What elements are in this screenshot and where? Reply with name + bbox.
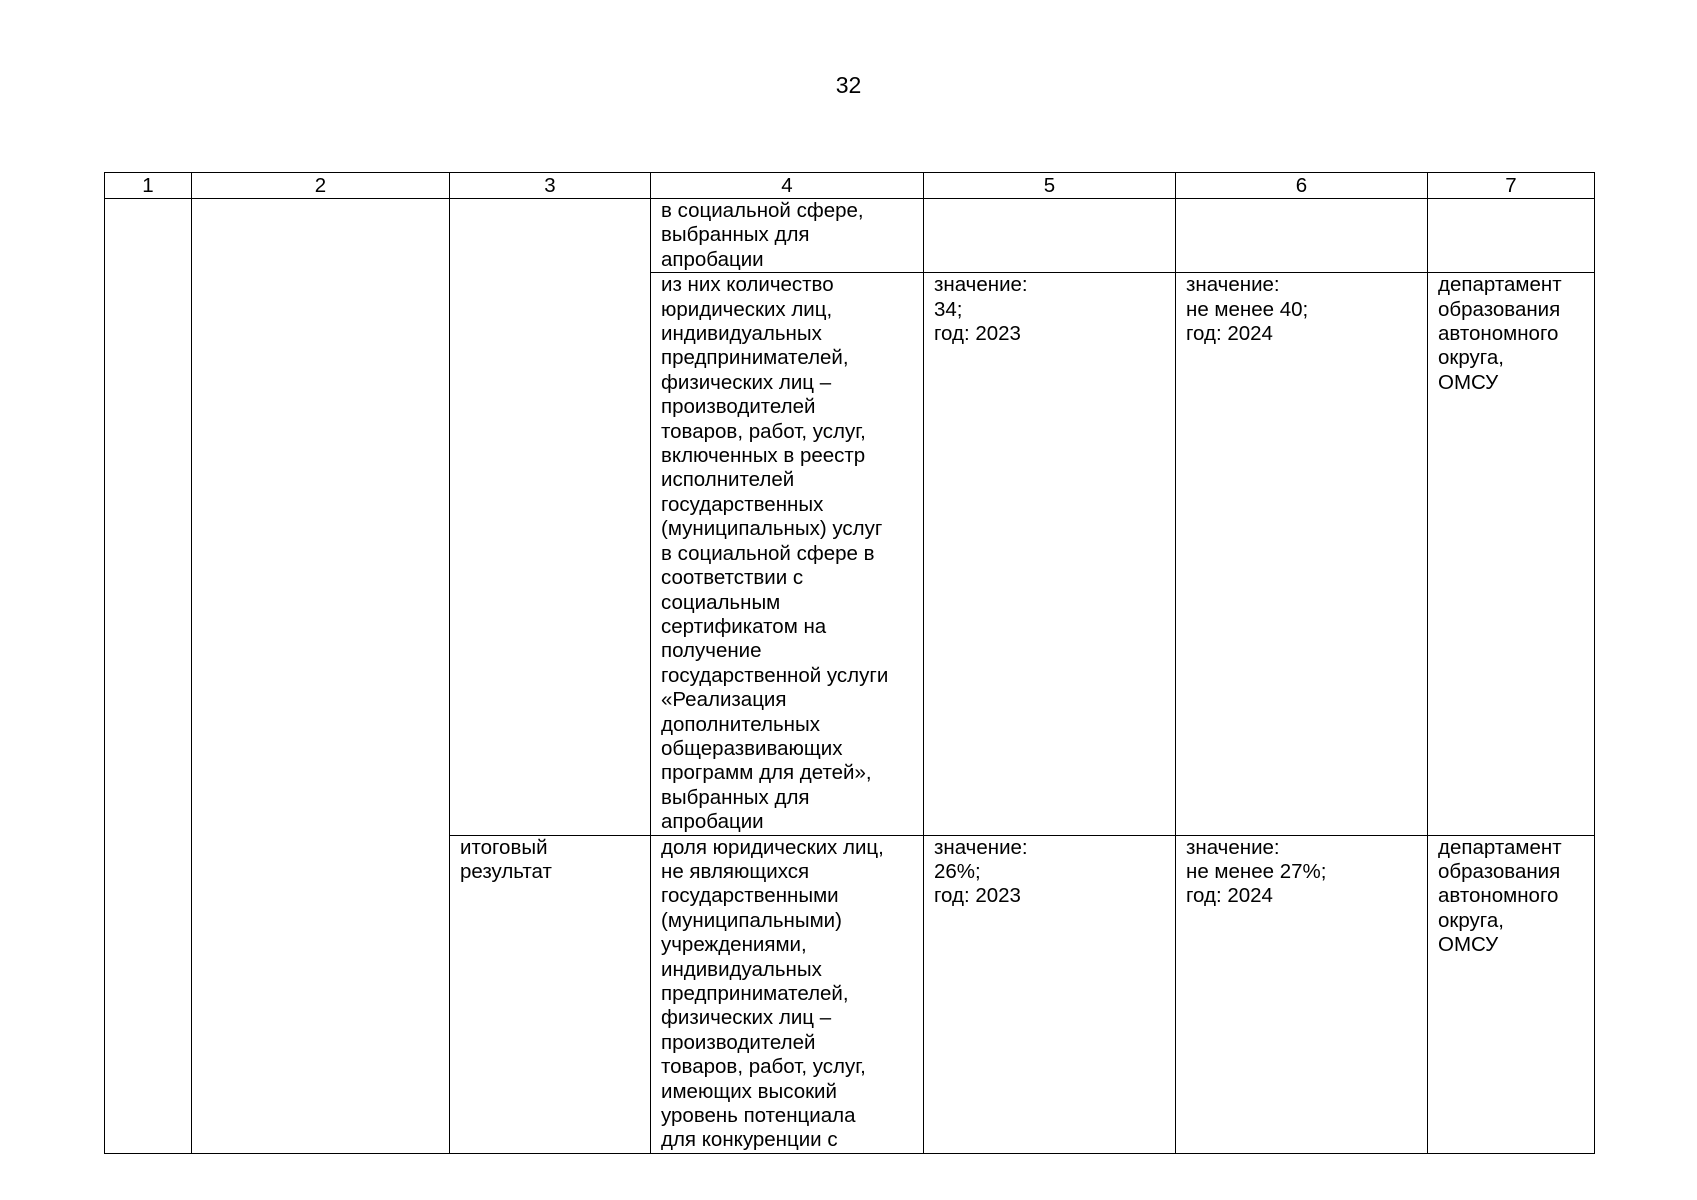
cell-target-value: значение: не менее 40; год: 2024 <box>1176 273 1428 835</box>
column-header-7: 7 <box>1428 173 1595 199</box>
table-row <box>105 199 1595 273</box>
cell-col2-merged <box>192 199 450 1154</box>
column-header-4: 4 <box>651 173 924 199</box>
column-header-1: 1 <box>105 173 192 199</box>
cell-responsible: департамент образования автономного округа, ОМСУ <box>1428 273 1595 835</box>
cell-col5-empty <box>924 199 1176 273</box>
cell-target-value: значение: не менее 27%; год: 2024 <box>1176 835 1428 1153</box>
cell-base-value: значение: 34; год: 2023 <box>924 273 1176 835</box>
table-header-row <box>105 173 1595 199</box>
cell-base-value: значение: 26%; год: 2023 <box>924 835 1176 1153</box>
column-header-2: 2 <box>192 173 450 199</box>
cell-col6-empty <box>1176 199 1428 273</box>
column-header-6: 6 <box>1176 173 1428 199</box>
column-header-3: 3 <box>450 173 651 199</box>
cell-responsible: департамент образования автономного округа, ОМСУ <box>1428 835 1595 1153</box>
cell-col1-merged <box>105 199 192 1154</box>
page-number: 32 <box>835 72 862 98</box>
cell-indicator-continuation: в социальной сфере, выбранных для апробации <box>651 199 924 273</box>
cell-col7-empty <box>1428 199 1595 273</box>
indicator-table <box>104 172 1595 1154</box>
column-header-5: 5 <box>924 173 1176 199</box>
cell-col3-merged <box>450 199 651 836</box>
cell-indicator-registry-count: из них количество юридических лиц, индивидуальных предпринимателей, физических лиц – производителей товаров, работ, услуг, включенных в реестр исполнителей государственных (муниципальных) услуг в социальной сфере в соответствии с социальным сертификатом на получение государственной услуги «Реализация дополнительных общеразвивающих программ для детей», выбранных для апробации <box>651 273 924 835</box>
cell-indicator-share: доля юридических лиц, не являющихся государственными (муниципальными) учреждениями, индивидуальных предпринимателей, физических лиц – производителей товаров, работ, услуг, имеющих высокий уровень потенциала для конкуренции с <box>651 835 924 1153</box>
cell-result-type: итоговый результат <box>450 835 651 1153</box>
